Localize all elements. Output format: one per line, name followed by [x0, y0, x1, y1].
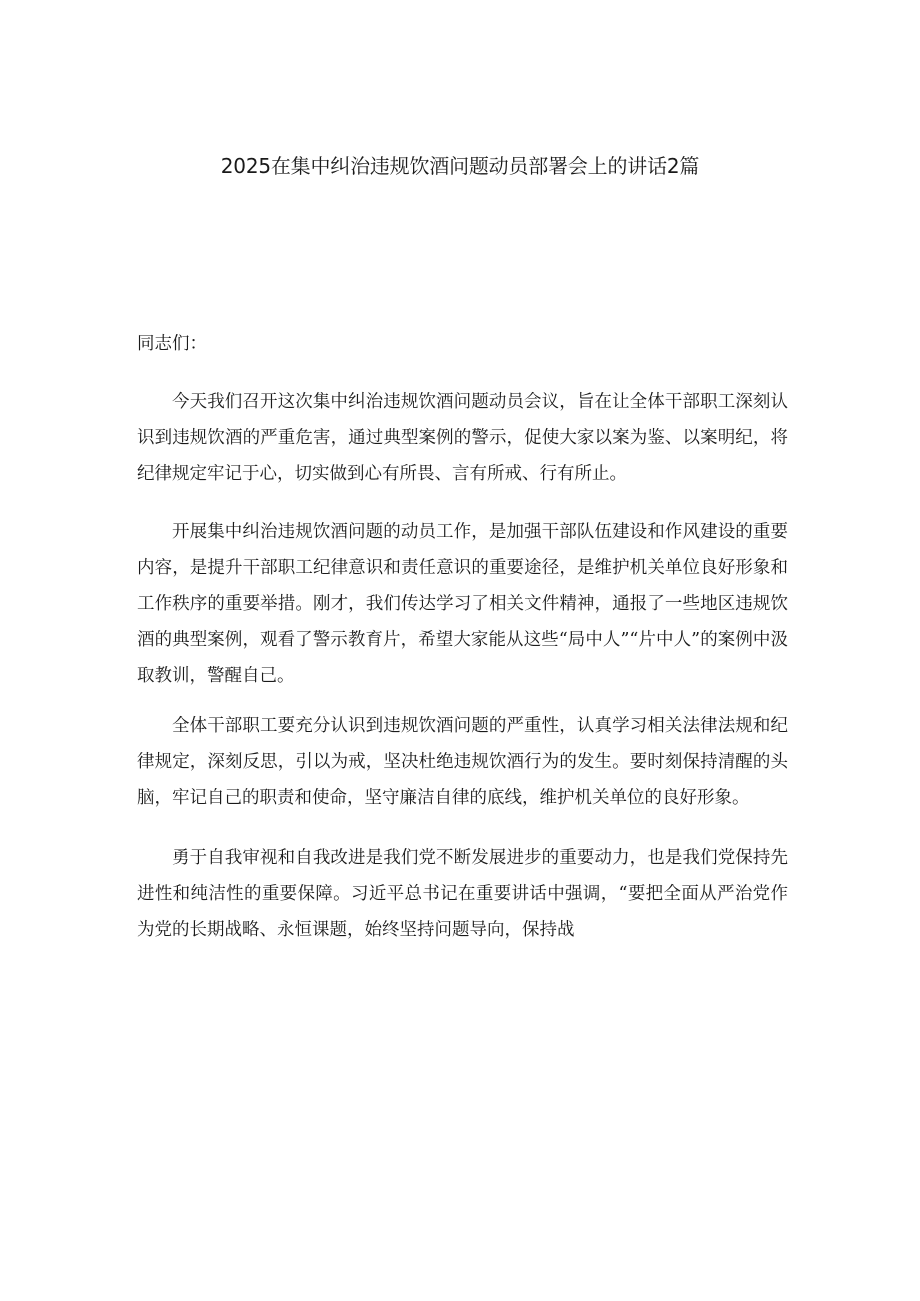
- paragraph-4: 勇于自我审视和自我改进是我们党不断发展进步的重要动力，也是我们党保持先进性和纯洁性的重要保障。习近平总书记在重要讲话中强调，“要把全面从严治党作为党的长期战略、永恒课题，始终坚持问题导向，保持战: [137, 848, 788, 940]
- paragraph-1: 今天我们召开这次集中纠治违规饮酒问题动员会议，旨在让全体干部职工深刻认识到违规饮酒的严重危害，通过典型案例的警示，促使大家以案为鉴、以案明纪，将纪律规定牢记于心，切实做到心有所畏、言有所戒、行有所止。: [137, 392, 788, 484]
- document-title: 2025在集中纠治违规饮酒问题动员部署会上的讲话2篇: [220, 154, 700, 178]
- paragraph-3: 全体干部职工要充分认识到违规饮酒问题的严重性，认真学习相关法律法规和纪律规定，深刻反思，引以为戒，坚决杜绝违规饮酒行为的发生。要时刻保持清醒的头脑，牢记自己的职责和使命，坚守廉洁自律的底线，维护机关单位的良好形象。: [137, 716, 788, 808]
- paragraph-2: 开展集中纠治违规饮酒问题的动员工作，是加强干部队伍建设和作风建设的重要内容，是提升干部职工纪律意识和责任意识的重要途径，是维护机关单位良好形象和工作秩序的重要举措。刚才，我们传达学习了相关文件精神，通报了一些地区违规饮酒的典型案例，观看了警示教育片，希望大家能从这些“局中人”“片中人”的案例中汲取教训，警醒自己。: [137, 522, 788, 686]
- document-body: [137, 326, 788, 948]
- salutation: 同志们：: [137, 334, 207, 354]
